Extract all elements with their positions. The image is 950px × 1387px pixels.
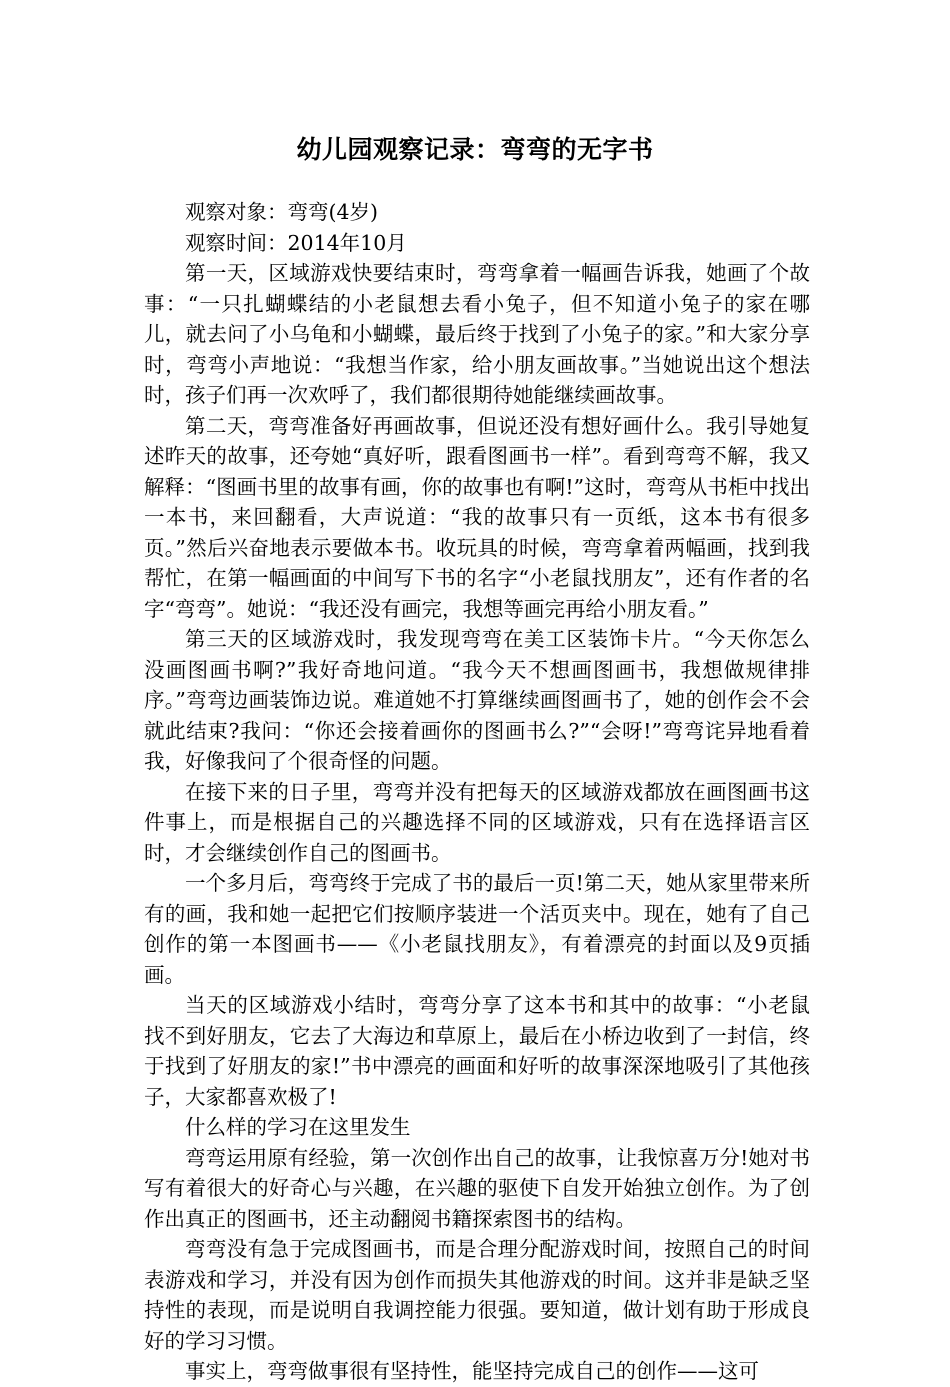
paragraph-day-three: 第三天的区域游戏时，我发现弯弯在美工区装饰卡片。“今天你怎么没画图画书啊?”我好奇地问道。“我今天不想画图画书，我想做规律排序。”弯弯边画装饰边说。难道她不打算继续画图画书了，她的创作会不会就此结束?我问：“你还会接着画你的图画书么?”“会呀!”弯弯诧异地看着我，好像我问了个很奇怪的问题。 [144, 627, 810, 773]
paragraph-day-two: 第二天，弯弯准备好再画故事，但说还没有想好画什么。我引导她复述昨天的故事，还夸她“真好听，跟看图画书一样”。看到弯弯不解，我又解释：“图画书里的故事有画，你的故事也有啊!”这时，弯弯从书柜中找出一本书，来回翻看，大声说道：“我的故事只有一页纸，这本书有很多页。”然后兴奋地表示要做本书。收玩具的时候，弯弯拿着两幅画，找到我帮忙，在第一幅画面的中间写下书的名字“小老鼠找朋友”，还有作者的名字“弯弯”。她说：“我还没有画完，我想等画完再给小朋友看。” [144, 413, 810, 621]
paragraph-analysis-self-regulation: 弯弯没有急于完成图画书，而是合理分配游戏时间，按照自己的时间表游戏和学习，并没有因为创作而损失其他游戏的时间。这并非是缺乏坚持性的表现，而是说明自我调控能力很强。要知道，做计划有助于形成良好的学习习惯。 [144, 1237, 810, 1353]
paragraph-following-days: 在接下来的日子里，弯弯并没有把每天的区域游戏都放在画图画书这件事上，而是根据自己的兴趣选择不同的区域游戏，只有在选择语言区时，才会继续创作自己的图画书。 [144, 779, 810, 865]
paragraph-day-one: 第一天，区域游戏快要结束时，弯弯拿着一幅画告诉我，她画了个故事：“一只扎蝴蝶结的小老鼠想去看小兔子，但不知道小兔子的家在哪儿，就去问了小乌龟和小蝴蝶，最后终于找到了小兔子的家。”和大家分享时，弯弯小声地说：“我想当作家，给小朋友画故事。”当她说出这个想法时，孩子们再一次欢呼了，我们都很期待她能继续画故事。 [144, 261, 810, 407]
section-heading-learning: 什么样的学习在这里发生 [185, 1115, 411, 1139]
document-body [144, 197, 810, 1387]
page-title: 幼儿园观察记录：弯弯的无字书 [296, 135, 654, 164]
observation-subject: 观察对象：弯弯(4岁) [185, 200, 379, 224]
paragraph-analysis-persistence: 事实上，弯弯做事很有坚持性，能坚持完成自己的创作——这可 [185, 1359, 759, 1383]
paragraph-sharing: 当天的区域游戏小结时，弯弯分享了这本书和其中的故事：“小老鼠找不到好朋友，它去了大海边和草原上，最后在小桥边收到了一封信，终于找到了好朋友的家!”书中漂亮的画面和好听的故事深深地吸引了其他孩子，大家都喜欢极了! [144, 993, 810, 1109]
paragraph-analysis-interest: 弯弯运用原有经验，第一次创作出自己的故事，让我惊喜万分!她对书写有着很大的好奇心与兴趣，在兴趣的驱使下自发开始独立创作。为了创作出真正的图画书，还主动翻阅书籍探索图书的结构。 [144, 1145, 810, 1231]
paragraph-month-later: 一个多月后，弯弯终于完成了书的最后一页!第二天，她从家里带来所有的画，我和她一起把它们按顺序装进一个活页夹中。现在，她有了自己创作的第一本图画书——《小老鼠找朋友》，有着漂亮的封面以及9页插画。 [144, 871, 810, 987]
observation-time: 观察时间：2014年10月 [185, 230, 407, 255]
